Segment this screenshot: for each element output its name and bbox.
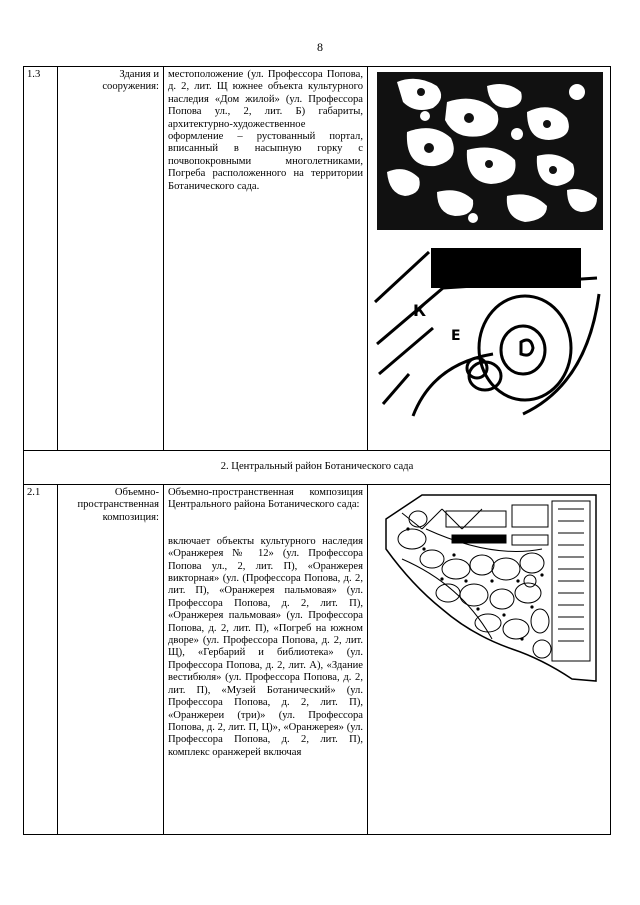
table-row	[24, 485, 611, 835]
row-category: Здания и сооружения:	[58, 67, 164, 451]
cellar-site-plan	[373, 244, 605, 424]
row-number: 1.3	[24, 67, 58, 451]
row-intro: Объемно-пространственная композиция Центрального района Ботанического сада:	[168, 487, 363, 511]
section-row	[24, 451, 611, 485]
row-images	[368, 67, 611, 451]
row-description	[164, 485, 368, 835]
central-district-plan	[382, 489, 604, 685]
cellar-photo	[377, 72, 603, 230]
row-images	[368, 485, 611, 835]
paragraph-gap	[168, 512, 363, 536]
svg-text:К: К	[413, 301, 427, 320]
section-title: 2. Центральный район Ботанического сада	[24, 451, 611, 485]
row-description: местоположение (ул. Профессора Попова, д. 2, лит. Щ южнее объекта культурного наследия «Дом жилой» (ул. Профессора Попова ул., 2, лит. Б) габариты, архитектурно-художественное оформление – рустованный портал, вписанный в насыпную горку с почвопокровными многолетниками, Погреба расположенного на территории Ботанического сада.	[164, 67, 368, 451]
row-number: 2.1	[24, 485, 58, 835]
row-body: включает объекты культурного наследия «Оранжерея № 12» (ул. Профессора Попова ул., 2, лит. П), «Оранжерея викторная» (ул. (Профессора Попова, д. 2, лит. П), «Оранжерея пальмовая» (ул. Профессора Попова, д. 2, лит. П), «Оранжерея пальмовая» (ул. Профессора Попова, д. 2, лит. П), «Погреб на южном дворе» (ул. Профессора Попова, д. 2, лит. Щ), «Гербарий и библиотека» (ул. Профессора Попова, д. 2, лит. А), «Здание вестибюля» (ул. Профессора Попова, д. 2, лит. П), «Музей Ботанический» (ул. Профессора Попова, д. 2, лит. П), «Оранжереи (три)» (ул. Профессора Попова, д. 2, лит. П, Ц)», «Оранжерея» (ул. Профессора Попова, д. 2, лит. П), комплекс оранжерей включая	[168, 535, 363, 758]
table-row	[24, 67, 611, 451]
page-number: 8	[317, 40, 323, 54]
heritage-table	[23, 66, 611, 835]
row-category: Объемно-пространственная композиция:	[58, 485, 164, 835]
svg-text:Е: Е	[451, 328, 461, 344]
